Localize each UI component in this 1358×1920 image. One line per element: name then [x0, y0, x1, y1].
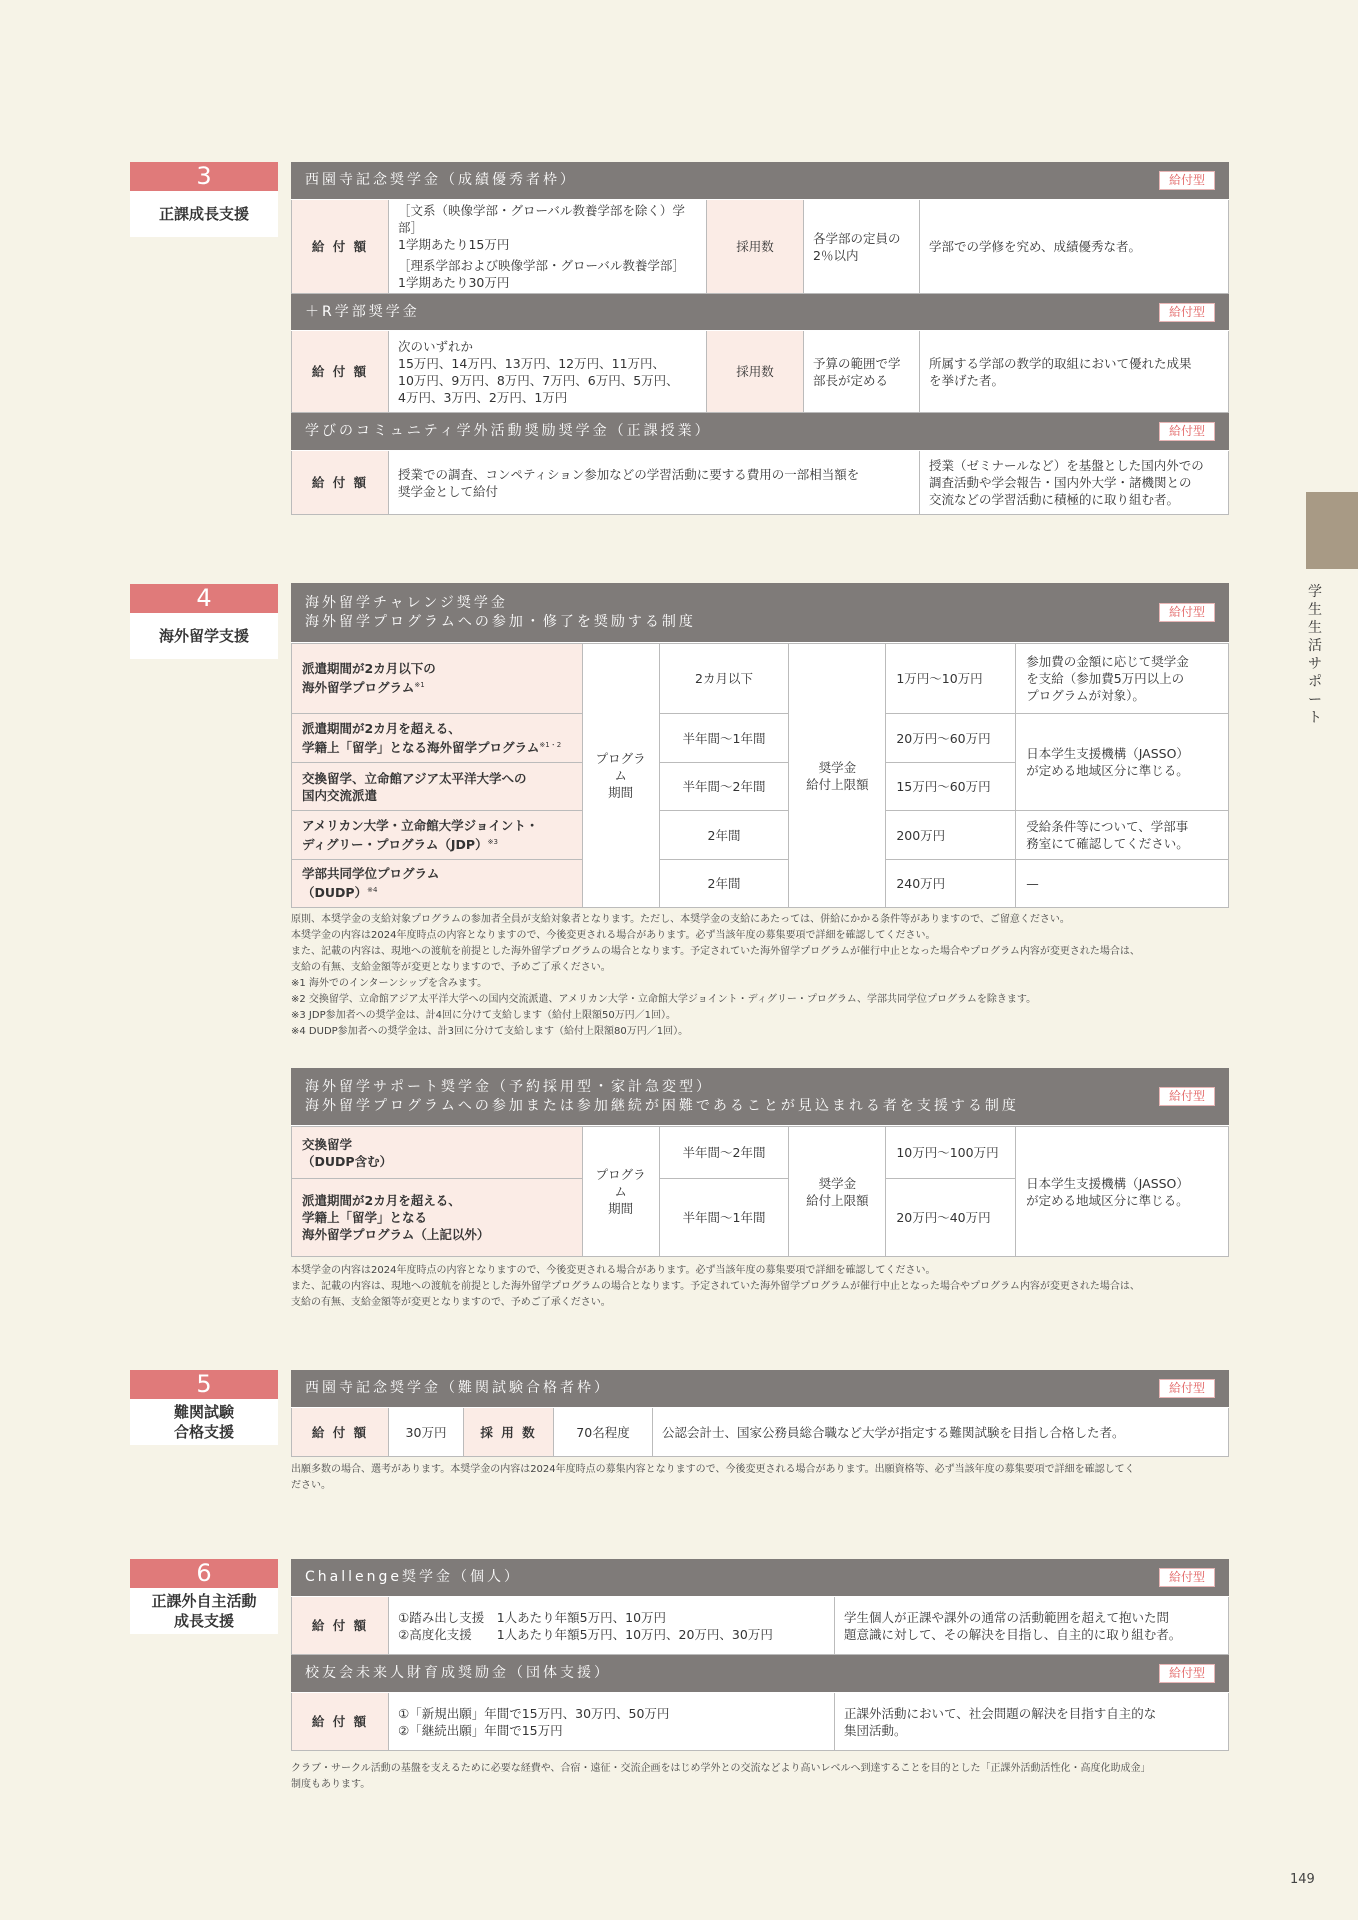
target-text: を挙げた者。: [929, 372, 1005, 388]
scholarship-overseas-challenge: [291, 583, 1229, 908]
section-4-support-notes: 本奨学金の内容は2024年度時点の内容となりますので、今後変更される場合があります。必ず当該年度の募集要項で詳細を確認してください。 また、記載の内容は、現地への渡航を前提とした海外留学プログラムの場合となります。予定されていた海外留学プログラムが催行中止となった場合やプログラム内容が変更された場合は、 支給の有無、支給金額等が変更となりますので、予めご了承ください。: [291, 1265, 1140, 1308]
count-text: 各学部の定員の: [813, 230, 901, 246]
amount-text: 授業での調査、コンペティション参加などの学習活動に要する費用の一部相当額を: [398, 466, 860, 482]
scholarship-overseas-support: [291, 1068, 1229, 1257]
amount-label: 奨学金 給付上限額: [789, 1127, 886, 1257]
amount-value: 20万円〜40万円: [886, 1179, 1016, 1257]
program-name: 交換留学、立命館アジア太平洋大学への: [302, 770, 527, 786]
program-name: （DUDP含む）: [302, 1153, 393, 1169]
amount-value: 15万円〜60万円: [886, 763, 1016, 811]
amount-value: 30万円: [389, 1408, 464, 1456]
program-name: 交換留学: [302, 1136, 353, 1152]
grant-type-badge: 給付型: [1159, 1087, 1215, 1106]
section-3-label: [130, 162, 278, 237]
scholarship-title: 学びのコミュニティ学外活動奨励奨学金（正課授業）: [305, 423, 712, 439]
period-value: 半年間〜1年間: [659, 714, 789, 763]
grant-type-badge: 給付型: [1159, 1379, 1215, 1398]
scholarship-title: 海外留学サポート奨学金（予約採用型・家計急変型）: [305, 1078, 713, 1095]
target-text: 公認会計士、国家公務員総合職など大学が指定する難関試験を目指し合格した者。: [662, 1424, 1125, 1440]
amount-value: 1万円〜10万円: [886, 644, 1016, 714]
footnote-ref: ※1: [414, 681, 425, 690]
amount-value: 20万円〜60万円: [886, 714, 1016, 763]
program-name: 学部共同学位プログラム: [302, 866, 440, 882]
period-value: 半年間〜2年間: [659, 763, 789, 811]
target-text: 交流などの学習活動に積極的に取り組む者。: [929, 492, 1180, 507]
grant-type-badge: 給付型: [1159, 422, 1215, 441]
scholarship-title: 西園寺記念奨学金（成績優秀者枠）: [305, 172, 577, 188]
scholarship-subtitle: 海外留学プログラムへの参加または参加継続が困難であることが見込まれる者を支援する制度: [305, 1097, 1019, 1114]
side-tab-marker: [1306, 492, 1358, 569]
target-text: 学部での学修を究め、成績優秀な者。: [929, 239, 1142, 254]
period-value: 半年間〜1年間: [659, 1179, 789, 1257]
scholarship-title: Challenge奨学金（個人）: [305, 1569, 521, 1585]
count-text: 部長が定める: [813, 372, 889, 388]
count-text: 2％以内: [813, 247, 859, 263]
amount-value: 200万円: [886, 811, 1016, 860]
amount-text: 10万円、9万円、8万円、7万円、6万円、5万円、: [398, 372, 679, 388]
scholarship-challenge: [291, 1559, 1229, 1751]
period-label: プログラム 期間: [582, 1127, 659, 1257]
program-name: 学籍上「留学」となる海外留学プログラム: [302, 740, 540, 756]
scholarship-title: 校友会未来人財育成奨励金（団体支援）: [305, 1665, 611, 1681]
target-text: 集団活動。: [844, 1722, 907, 1738]
program-name: 派遣期間が2カ月以下の: [302, 661, 436, 677]
section-title: 難関試験 合格支援: [130, 1399, 278, 1445]
footnote-ref: ※1・2: [539, 740, 562, 749]
target-text: 正課外活動において、社会問題の解決を目指す自主的な: [844, 1705, 1157, 1721]
program-name: アメリカン大学・立命館大学ジョイント・: [302, 817, 539, 833]
period-value: 半年間〜2年間: [659, 1127, 789, 1179]
program-name: 学籍上「留学」となる: [302, 1210, 428, 1225]
amount-label: 給 付 額: [292, 331, 389, 412]
count-label: 採用数: [707, 200, 804, 293]
scholarship-saionji-exam: [291, 1370, 1229, 1457]
note-cell: 参加費の金額に応じて奨学金 を支給（参加費5万円以上の プログラムが対象）。: [1016, 644, 1229, 714]
program-name: ディグリー・プログラム（JDP）: [302, 837, 488, 853]
section-title: 海外留学支援: [130, 613, 278, 659]
amount-value: 240万円: [886, 860, 1016, 908]
program-table: [291, 1126, 1229, 1257]
scholarship-title: 西園寺記念奨学金（難関試験合格者枠）: [305, 1380, 611, 1396]
section-5-notes: 出願多数の場合、選考があります。本奨学金の内容は2024年度時点の募集内容となりますので、今後変更される場合があります。出願資格等、必ず当該年度の募集要項で詳細を確認してく ださい。: [291, 1464, 1135, 1491]
amount-label: 給 付 額: [292, 1597, 389, 1654]
section-title: 正課外自主活動 成長支援: [130, 1588, 278, 1634]
side-section-label: 学 生 生 活 サ ポ ー ト: [1308, 584, 1322, 726]
scholarship-title: 海外留学チャレンジ奨学金: [305, 594, 508, 611]
footnote-ref: ※4: [367, 886, 378, 895]
amount-text: 奨学金として給付: [398, 483, 499, 499]
grant-type-badge: 給付型: [1159, 303, 1215, 322]
section-4-notes: 原則、本奨学金の支給対象プログラムの参加者全員が支給対象者となります。ただし、本奨学金の支給にあたっては、併給にかかる条件等がありますので、ご留意ください。 本奨学金の内容は2024年度時点の内容となりますので、今後変更される場合があります。必ず当該年度の募集要項で詳細を確認してください。 また、記載の内容は、現地への渡航を前提とした海外留学プログラムの場合となります。予定されていた海外留学プログラムが催行中止となった場合やプログラム内容が変更された場合は、 支給の有無、支給金額等が変更となりますので、予めご了承ください。 ※1 海外でのインターンシップを含みます。 ※2 交換留学、立命館アジア太平洋大学への国内交流派遣、アメリカン大学・立命館大学ジョイント・ディグリー・プログラム、学部共同学位プログラムを除きます。 ※3 JDP参加者への奨学金は、計4回に分けて支給します（給付上限額50万円／1回）。 ※4 DUDP参加者への奨学金は、計3回に分けて支給します（給付上限額80万円／1回）。: [291, 914, 1140, 1037]
program-name: 海外留学プログラム（上記以外）: [302, 1227, 490, 1242]
section-5-label: [130, 1370, 278, 1445]
grant-type-badge: 給付型: [1159, 603, 1215, 622]
section-number: 5: [130, 1370, 278, 1399]
target-text: 学生個人が正課や課外の通常の活動範囲を超えて抱いた問: [844, 1609, 1170, 1625]
amount-text: 4万円、3万円、2万円、1万円: [398, 389, 568, 405]
grant-type-badge: 給付型: [1159, 1568, 1215, 1587]
program-table: [291, 643, 1229, 908]
period-label: プログラム 期間: [582, 644, 659, 908]
table-row: [292, 811, 1229, 860]
grant-type-badge: 給付型: [1159, 1664, 1215, 1683]
target-text: 調査活動や学会報告・国内外大学・諸機関との: [929, 475, 1192, 490]
section-number: 3: [130, 162, 278, 191]
page-number: 149: [1290, 1872, 1315, 1887]
footnote-ref: ※3: [487, 837, 498, 846]
amount-text: 15万円、14万円、13万円、12万円、11万円、: [398, 355, 666, 371]
amount-text: ①「新規出願」年間で15万円、30万円、50万円: [398, 1705, 670, 1721]
target-text: 題意識に対して、その解決を目指し、自主的に取り組む者。: [844, 1626, 1182, 1642]
amount-text: ［文系（映像学部・グローバル教養学部を除く）学部］: [398, 203, 685, 235]
amount-label: 給 付 額: [292, 451, 389, 514]
target-text: 所属する学部の教学的取組において優れた成果: [929, 355, 1192, 371]
amount-text: ①踏み出し支援 1人あたり年額5万円、10万円: [398, 1609, 667, 1625]
program-name: 派遣期間が2カ月を超える、: [302, 720, 461, 736]
section-title: 正課成長支援: [130, 191, 278, 237]
amount-label: 奨学金 給付上限額: [789, 644, 886, 908]
target-text: 授業（ゼミナールなど）を基盤とした国内外での: [929, 458, 1204, 473]
table-row: [292, 644, 1229, 714]
amount-text: ②「継続出願」年間で15万円: [398, 1722, 563, 1738]
section-number: 4: [130, 584, 278, 613]
scholarship-title: ＋R学部奨学金: [305, 303, 420, 320]
count-label: 採 用 数: [464, 1408, 554, 1456]
amount-value: 10万円〜100万円: [886, 1127, 1016, 1179]
amount-label: 給 付 額: [292, 1693, 389, 1750]
amount-text: ②高度化支援 1人あたり年額5万円、10万円、20万円、30万円: [398, 1626, 773, 1642]
amount-text: 1学期あたり30万円: [398, 275, 510, 290]
note-cell: 受給条件等について、学部事 務室にて確認してください。: [1016, 811, 1229, 860]
scholarship-subtitle: 海外留学プログラムへの参加・修了を奨励する制度: [305, 613, 696, 630]
amount-label: 給 付 額: [292, 200, 389, 293]
amount-text: ［理系学部および映像学部・グローバル教養学部］: [398, 258, 685, 273]
program-name: 国内交流派遣: [302, 787, 378, 803]
count-label: 採用数: [707, 331, 804, 412]
period-value: 2年間: [659, 860, 789, 908]
program-name: （DUDP）: [302, 885, 368, 901]
amount-label: 給 付 額: [292, 1408, 389, 1456]
scholarship-saionji-merit: [291, 162, 1229, 515]
section-number: 6: [130, 1559, 278, 1588]
note-cell: 日本学生支援機構（JASSO） が定める地域区分に準じる。: [1016, 714, 1229, 811]
amount-text: 次のいずれか: [398, 338, 474, 354]
program-name: 海外留学プログラム: [302, 680, 415, 696]
grant-type-badge: 給付型: [1159, 171, 1215, 190]
section-6-label: [130, 1559, 278, 1634]
count-text: 予算の範囲で学: [813, 355, 901, 371]
note-cell: —: [1016, 860, 1229, 908]
section-4-label: [130, 584, 278, 659]
section-6-notes: クラブ・サークル活動の基盤を支えるために必要な経費や、合宿・遠征・交流企画をはじめ学外との交流などより高いレベルへ到達することを目的とした「正課外活動活性化・高度化助成金」 制度もあります。: [291, 1763, 1151, 1790]
program-name: 派遣期間が2カ月を超える、: [302, 1193, 461, 1208]
period-value: 2年間: [659, 811, 789, 860]
table-row: [292, 714, 1229, 763]
note-cell: 日本学生支援機構（JASSO） が定める地域区分に準じる。: [1016, 1127, 1229, 1257]
period-value: 2カ月以下: [659, 644, 789, 714]
count-value: 70名程度: [554, 1408, 653, 1456]
table-row: [292, 1127, 1229, 1179]
amount-text: 1学期あたり15万円: [398, 237, 510, 252]
table-row: [292, 860, 1229, 908]
